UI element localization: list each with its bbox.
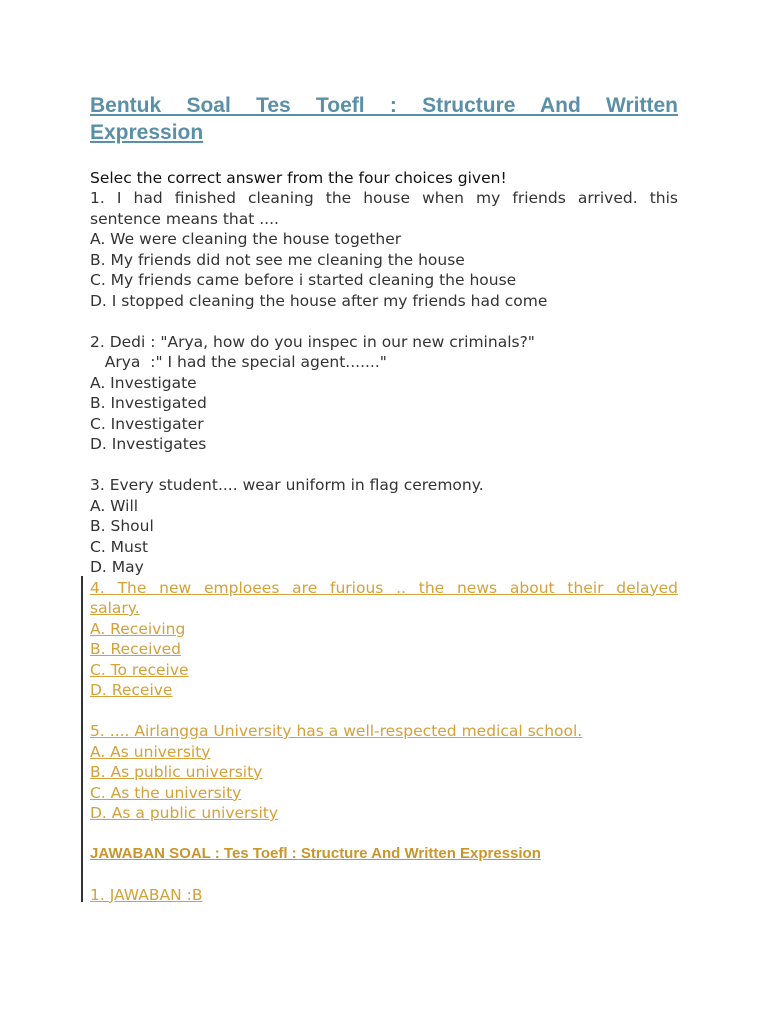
- question-2-option-c: C. Investigater: [90, 414, 204, 433]
- question-3: [90, 475, 678, 578]
- question-3-option-b: B. Shoul: [90, 517, 154, 535]
- spacer: [90, 311, 678, 332]
- question-5-option-d: D. As a public university: [90, 804, 279, 822]
- question-1-option-d: D. I stopped cleaning the house after my friends had come: [90, 291, 548, 310]
- page-title-line-2: Expression: [90, 121, 204, 144]
- question-4-option-c: C. To receive: [90, 660, 189, 679]
- question-4-option-a: A. Receiving: [90, 619, 186, 638]
- question-1-option-a: A. We were cleaning the house together: [90, 230, 402, 248]
- answer-item-1: 1. JAWABAN :B: [90, 885, 203, 904]
- page-title: [90, 92, 678, 146]
- question-1-option-b: B. My friends did not see me cleaning the house: [90, 250, 465, 269]
- question-4-stem: [90, 578, 678, 619]
- question-1-option-c: C. My friends came before i started cleaning the house: [90, 271, 517, 289]
- spacer: [90, 455, 678, 476]
- question-1-stem-line-2: sentence means that ....: [90, 209, 279, 228]
- spacer: [90, 824, 678, 845]
- question-5-option-c: C. As the university: [90, 783, 242, 802]
- question-3-stem: 3. Every student.... wear uniform in flag ceremony.: [90, 476, 484, 494]
- spacer: [90, 701, 678, 722]
- question-5: [90, 721, 678, 824]
- spacer: [90, 864, 678, 885]
- question-4-option-b: B. Received: [90, 640, 182, 658]
- document-page: [90, 92, 678, 905]
- question-4-option-d: D. Receive: [90, 681, 173, 699]
- instruction-text: Selec the correct answer from the four choices given!: [90, 169, 507, 187]
- question-1: [90, 188, 678, 311]
- question-3-option-d: D. May: [90, 558, 144, 576]
- question-5-option-a: A. As university: [90, 742, 211, 761]
- question-2-option-b: B. Investigated: [90, 394, 207, 412]
- question-3-option-c: C. Must: [90, 537, 149, 556]
- answer-heading: JAWABAN SOAL : Tes Toefl : Structure And Written Expression: [90, 845, 541, 862]
- question-2: [90, 332, 678, 455]
- question-2-stem-line-1: 2. Dedi : "Arya, how do you inspec in our new criminals?": [90, 332, 535, 351]
- question-4-stem-line-1: 4. The new emploees are furious .. the news about their delayed: [90, 578, 678, 597]
- question-1-stem-line-1: 1. I had finished cleaning the house when my friends arrived. this: [90, 189, 678, 207]
- page-title-line-1: Bentuk Soal Tes Toefl : Structure And Written: [90, 94, 678, 117]
- revision-margin-bar: [81, 576, 83, 902]
- question-2-option-d: D. Investigates: [90, 435, 207, 453]
- question-5-stem: 5. .... Airlangga University has a well-respected medical school.: [90, 722, 583, 740]
- question-2-stem-line-2: Arya :" I had the special agent.......": [90, 353, 387, 371]
- question-4: [90, 578, 678, 701]
- question-3-option-a: A. Will: [90, 496, 139, 515]
- question-4-stem-line-2: salary.: [90, 599, 140, 617]
- question-1-stem: [90, 188, 678, 229]
- question-2-option-a: A. Investigate: [90, 373, 197, 392]
- question-5-option-b: B. As public university: [90, 763, 263, 781]
